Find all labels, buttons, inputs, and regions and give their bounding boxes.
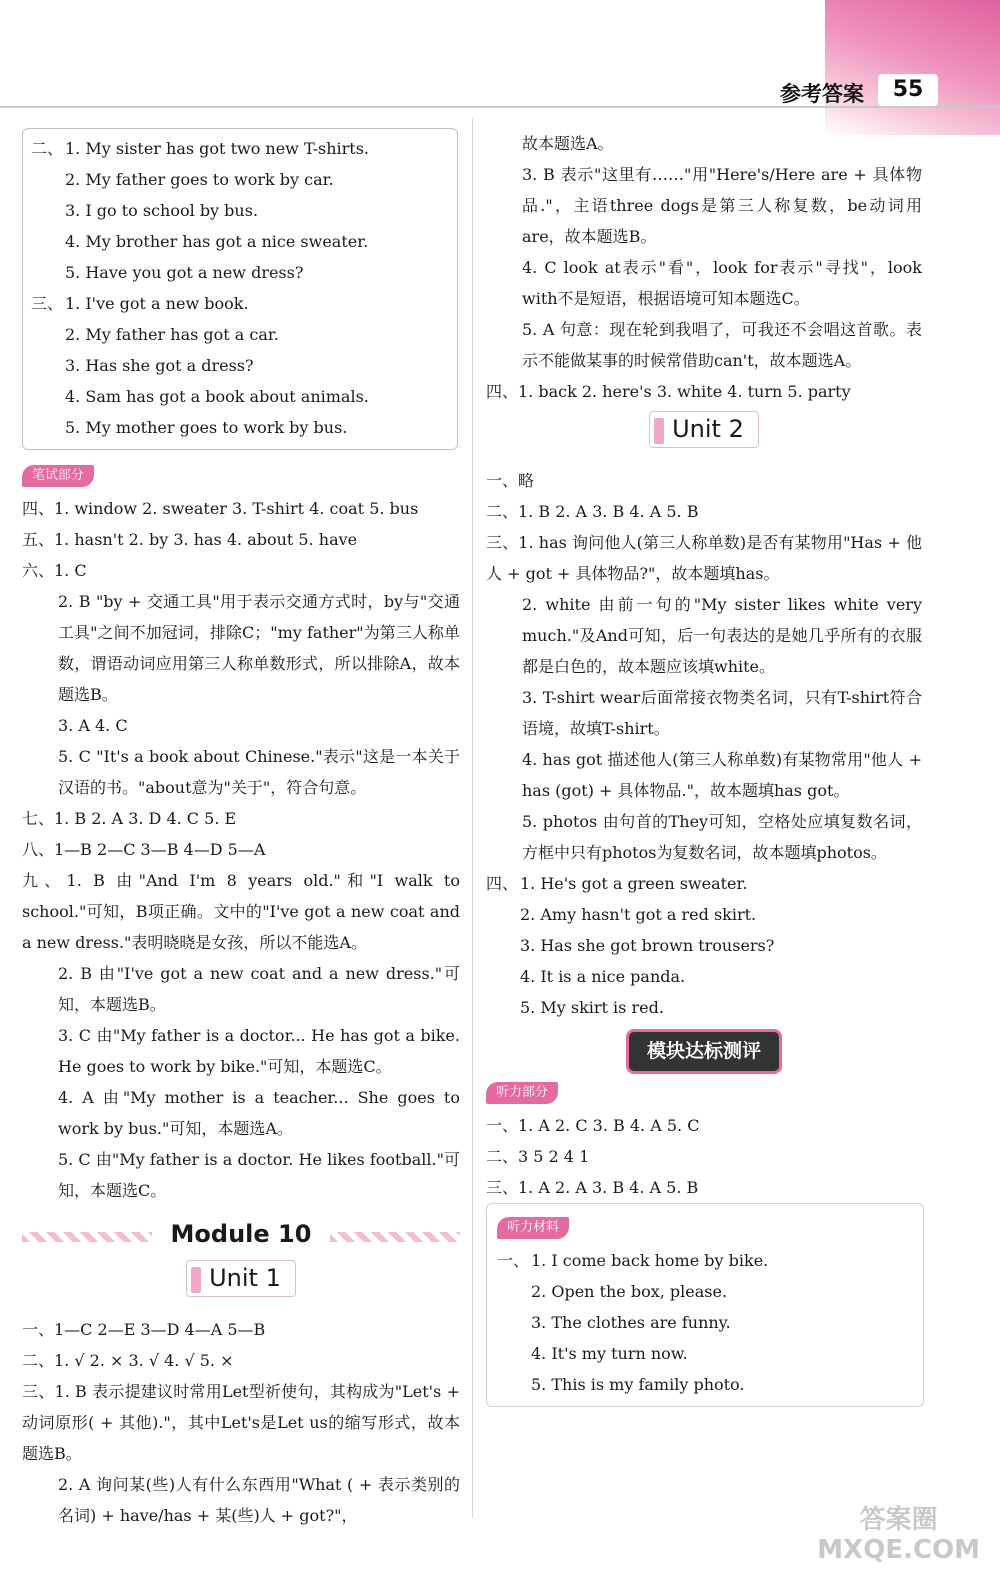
explanation: 九、1. B 由"And I'm 8 years old."和"I walk to school."可知，B项正确。文中的"I've got a new coat and a new dress."表明晓晓是女孩，所以不能选A。	[22, 871, 460, 952]
explanation: 3. T-shirt wear后面常接衣物类名词，只有T-shirt符合语境，故填T-shirt。	[522, 688, 922, 738]
answer-line: 三、1. A 2. A 3. B 4. A 5. B	[486, 1178, 699, 1197]
answer-line: 四、1. window 2. sweater 3. T-shirt 4. coat 5. bus	[22, 499, 419, 518]
item-number: 四、	[486, 874, 519, 893]
explanation: 2. A 询问某(些)人有什么东西用"What ( + 表示类别的名词) + have/has + 某(些)人 + got?"，	[58, 1475, 460, 1525]
module-test-badge	[486, 1029, 922, 1069]
watermark	[817, 1505, 980, 1565]
answer-line: 1. He's got a green sweater.	[520, 874, 748, 893]
answer-line: 2. My father goes to work by car.	[65, 170, 334, 189]
answer-line: 5. Have you got a new dress?	[65, 263, 304, 282]
explanation: 5. A 句意：现在轮到我唱了，可我还不会唱这首歌。表示不能做某事的时候常借助can't，故本题选A。	[522, 320, 922, 370]
material-line: 2. Open the box, please.	[531, 1282, 728, 1301]
answer-line: 1. I've got a new book.	[65, 294, 249, 313]
answer-line: 故本题选A。	[522, 134, 614, 153]
module-title: Module 10	[22, 1212, 460, 1256]
answer-line: 六、1. C	[22, 561, 87, 580]
explanation: 3. B 表示"这里有……"用"Here's/Here are + 具体物品."，主语three dogs是第三人称复数，be动词用are，故本题选B。	[522, 165, 922, 246]
answer-line: 二、1. √ 2. × 3. √ 4. √ 5. ×	[22, 1351, 234, 1370]
answer-line: 3. I go to school by bus.	[65, 201, 259, 220]
unit-title	[486, 411, 922, 459]
column-divider	[472, 118, 473, 1518]
material-line: 4. It's my turn now.	[531, 1344, 688, 1363]
explanation: 4. has got 描述他人(第三人称单数)有某物常用"他人 + has (got) + 具体物品."，故本题填has got。	[522, 750, 922, 800]
section-tag: 听力部分	[486, 1082, 558, 1104]
item-number: 一、	[497, 1251, 530, 1270]
unit-title	[22, 1260, 460, 1308]
explanation: 4. A 由"My mother is a teacher... She goes to work by bus."可知，本题选A。	[58, 1088, 460, 1138]
corner-decoration	[825, 0, 1000, 135]
badge-label: 模块达标测评	[626, 1029, 782, 1074]
watermark-line: 答案圈	[859, 1505, 938, 1535]
answer-line: 2. Amy hasn't got a red skirt.	[520, 905, 757, 924]
answer-line: 4. Sam has got a book about animals.	[65, 387, 369, 406]
explanation: 三、1. has 询问他人(第三人称单数)是否有某物用"Has + 他人 + got + 具体物品?"，故本题填has。	[486, 533, 922, 583]
left-column	[22, 128, 460, 1531]
answer-line: 3. A 4. C	[58, 716, 128, 735]
answer-line: 一、1—C 2—E 3—D 4—A 5—B	[22, 1320, 266, 1339]
item-number: 三、	[31, 294, 64, 313]
explanation: 2. white 由前一句的"My sister likes white very much."及And可知，后一句表达的是她几乎所有的衣服都是白色的，故本题应该填white。	[522, 595, 922, 676]
unit-title-label: Unit 2	[649, 411, 759, 448]
header-label: 参考答案	[780, 82, 864, 106]
explanation: 三、1. B 表示提建议时常用Let型祈使句，其构成为"Let's + 动词原形( + 其他)."，其中Let's是Let us的缩写形式，故本题选B。	[22, 1382, 460, 1463]
answer-line: 5. My skirt is red.	[520, 998, 664, 1017]
page-number: 55	[878, 74, 938, 106]
answer-line: 1. My sister has got two new T-shirts.	[65, 139, 369, 158]
answer-line: 5. My mother goes to work by bus.	[65, 418, 348, 437]
explanation: 3. C 由"My father is a doctor... He has got a bike. He goes to work by bike."可知，本题选C。	[58, 1026, 460, 1076]
answer-line: 七、1. B 2. A 3. D 4. C 5. E	[22, 809, 237, 828]
answer-line: 3. Has she got brown trousers?	[520, 936, 775, 955]
explanation: 5. C 由"My father is a doctor. He likes football."可知，本题选C。	[58, 1150, 460, 1200]
explanation: 4. C look at表示"看"，look for表示"寻找"，look with不是短语，根据语境可知本题选C。	[522, 258, 922, 308]
answer-line: 四、1. back 2. here's 3. white 4. turn 5. party	[486, 382, 851, 401]
unit-title-label: Unit 1	[186, 1260, 296, 1297]
listening-material-box	[486, 1203, 924, 1407]
explanation: 2. B 由"I've got a new coat and a new dress."可知，本题选B。	[58, 964, 460, 1014]
material-line: 5. This is my family photo.	[531, 1375, 745, 1394]
material-line: 1. I come back home by bike.	[531, 1251, 769, 1270]
right-column	[486, 128, 922, 1407]
answer-line: 3. Has she got a dress?	[65, 356, 254, 375]
answer-line: 4. It is a nice panda.	[520, 967, 686, 986]
answer-line: 八、1—B 2—C 3—B 4—D 5—A	[22, 840, 266, 859]
answer-line: 一、略	[486, 471, 535, 490]
section-tag: 听力材料	[497, 1217, 569, 1239]
answer-box	[22, 128, 458, 450]
answer-line: 二、1. B 2. A 3. B 4. A 5. B	[486, 502, 699, 521]
watermark-line: MXQE.COM	[817, 1535, 980, 1565]
explanation: 2. B "by + 交通工具"用于表示交通方式时，by与"交通工具"之间不加冠词，排除C；"my father"为第三人称单数，谓语动词应用第三人称单数形式，所以排除A，故本题选B。	[58, 592, 460, 704]
material-line: 3. The clothes are funny.	[531, 1313, 731, 1332]
section-tag: 笔试部分	[22, 465, 94, 487]
explanation: 5. photos 由句首的They可知，空格处应填复数名词，方框中只有photos为复数名词，故本题填photos。	[522, 812, 922, 862]
answer-line: 一、1. A 2. C 3. B 4. A 5. C	[486, 1116, 700, 1135]
answer-line: 2. My father has got a car.	[65, 325, 279, 344]
answer-line: 五、1. hasn't 2. by 3. has 4. about 5. have	[22, 530, 358, 549]
item-number: 二、	[31, 139, 64, 158]
explanation: 5. C "It's a book about Chinese."表示"这是一本关于汉语的书。"about意为"关于"，符合句意。	[58, 747, 460, 797]
answer-line: 二、3 5 2 4 1	[486, 1147, 590, 1166]
answer-line: 4. My brother has got a nice sweater.	[65, 232, 369, 251]
